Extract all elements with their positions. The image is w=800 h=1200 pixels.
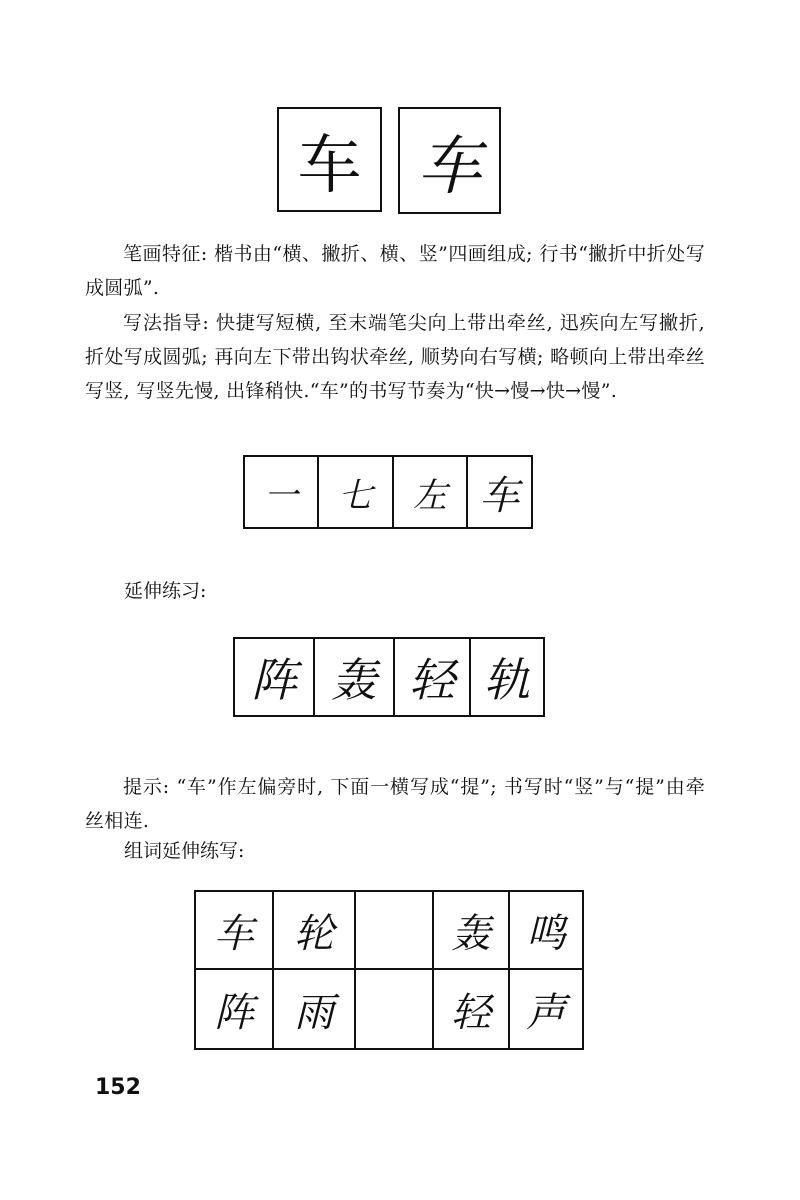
stroke-order-cell: 车 — [479, 472, 520, 519]
word-cell: 轻 — [434, 970, 510, 1048]
extension-cell: 轻 — [395, 639, 471, 715]
word-cell: 雨 — [274, 970, 356, 1048]
stroke-order-cell: 一 — [245, 457, 319, 527]
kai-char: 车 — [297, 128, 362, 203]
word-practice-label: 组词延伸练写: — [124, 840, 245, 862]
word-practice-grid — [194, 890, 584, 1050]
tip-text: 提示: “车”作左偏旁时, 下面一横写成“提”; 书写时“竖”与“提”由牵丝相连. — [85, 776, 705, 832]
extension-cell: 轰 — [315, 639, 395, 715]
kai-char-box — [277, 107, 382, 212]
xing-char-box — [398, 107, 501, 214]
extension-cell: 阵 — [235, 639, 315, 715]
word-cell: 轰 — [434, 892, 510, 970]
xing-char: 车 — [417, 129, 482, 204]
stroke-order-cell: 左 — [394, 457, 468, 527]
word-cell: 鸣 — [510, 892, 582, 970]
word-cell: 声 — [526, 989, 566, 1036]
word-cell — [356, 970, 434, 1048]
extension-row — [233, 637, 545, 717]
word-cell: 车 — [196, 892, 274, 970]
page-number: 152 — [95, 1075, 141, 1100]
word-cell — [356, 892, 434, 970]
stroke-features-text: 笔画特征: 楷书由“横、撇折、横、竖”四画组成; 行书“撇折中折处写成圆弧”. — [85, 243, 705, 299]
word-cell: 轮 — [274, 892, 356, 970]
writing-guide-text: 写法指导: 快捷写短横, 至末端笔尖向上带出牵丝, 迅疾向左写撇折, 折处写成圆弧; 再向左下带出钩状牵丝, 顺势向右写横; 略顿向上带出牵丝写竖, 写竖先慢, 出锋稍快.“车”的书写节奏为“快→慢→快→慢”. — [85, 312, 705, 402]
extension-label: 延伸练习: — [124, 580, 207, 602]
word-cell: 阵 — [196, 970, 274, 1048]
stroke-order-cell: 七 — [319, 457, 394, 527]
extension-cell: 轨 — [484, 653, 530, 707]
stroke-order-row — [243, 455, 533, 529]
